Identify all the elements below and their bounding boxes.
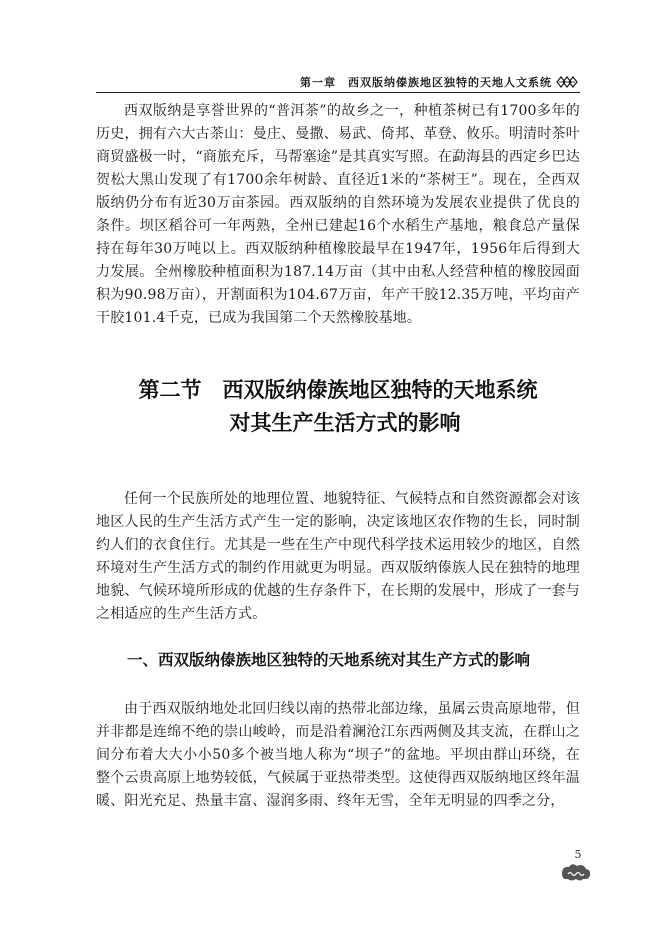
- page-number: 5: [574, 848, 582, 861]
- running-header-title: 第一章 西双版纳傣族地区独特的天地人文系统: [300, 76, 552, 89]
- page-content: [96, 100, 580, 813]
- running-header: [96, 72, 578, 92]
- paragraph-geography: 由于西双版纳地处北回归线以南的热带北部边缘，虽属云贵高原地带，但并非都是连绵不绝的崇山峻岭，而是沿着澜沧江东西两侧及其支流，在群山之间分布着大大小小50多个被当地人称为“坝子”的盆地。平坝由群山环绕，在整个云贵高原上地势较低，气候属于亚热带类型。这使得西双版纳地区终年温暖、阳光充足、热量丰富、湿润多雨、终年无雪，全年无明显的四季之分，: [96, 701, 580, 809]
- section-heading: [96, 374, 580, 440]
- paragraph-tea-rubber: 西双版纳是享誉世界的“普洱茶”的故乡之一，种植茶树已有1700多年的历史，拥有六大古茶山：曼庄、曼撒、易武、倚邦、革登、攸乐。明清时茶叶商贸盛极一时，“商旅充斥，马帮塞途”是其真实写照。在勐海县的西定乡巴达贺松大黑山发现了有1700余年树龄、直径近1米的“茶树王”。现在，全西双版纳仍分布有近30万亩茶园。西双版纳的自然环境为发展农业提供了优良的条件。坝区稻谷可一年两熟，全州已建起16个水稻生产基地，粮食总产量保持在每年30万吨以上。西双版纳种植橡胶最早在1947年，1956年后得到大力发展。全州橡胶种植面积为187.14万亩（其中由私人经营种植的橡胶园面积为90.98万亩），开割面积为104.67万亩，年产干胶12.35万吨，平均亩产干胶101.4千克，已成为我国第二个天然橡胶基地。: [96, 103, 580, 326]
- header-rule: [96, 92, 580, 93]
- cloud-scroll-ornament-icon: [560, 862, 592, 882]
- section-heading-line-1: 第二节 西双版纳傣族地区独特的天地系统: [138, 378, 538, 402]
- diamond-chain-ornament-icon: [556, 76, 578, 88]
- subsection-heading: 一、西双版纳傣族地区独特的天地系统对其生产方式的影响: [127, 651, 531, 669]
- paragraph-intro: 任何一个民族所处的地理位置、地貌特征、气候特点和自然资源都会对该地区人民的生产生活方式产生一定的影响，决定该地区农作物的生长，同时制约人们的衣食住行。尤其是一些在生产中现代科学技术运用较少的地区，自然环境对生产生活方式的制约作用就更为明显。西双版纳傣族人民在独特的地理地貌、气候环境所形成的优越的生存条件下，在长期的发展中，形成了一套与之相适应的生产生活方式。: [96, 491, 580, 622]
- section-heading-line-2: 对其生产生活方式的影响: [229, 411, 461, 435]
